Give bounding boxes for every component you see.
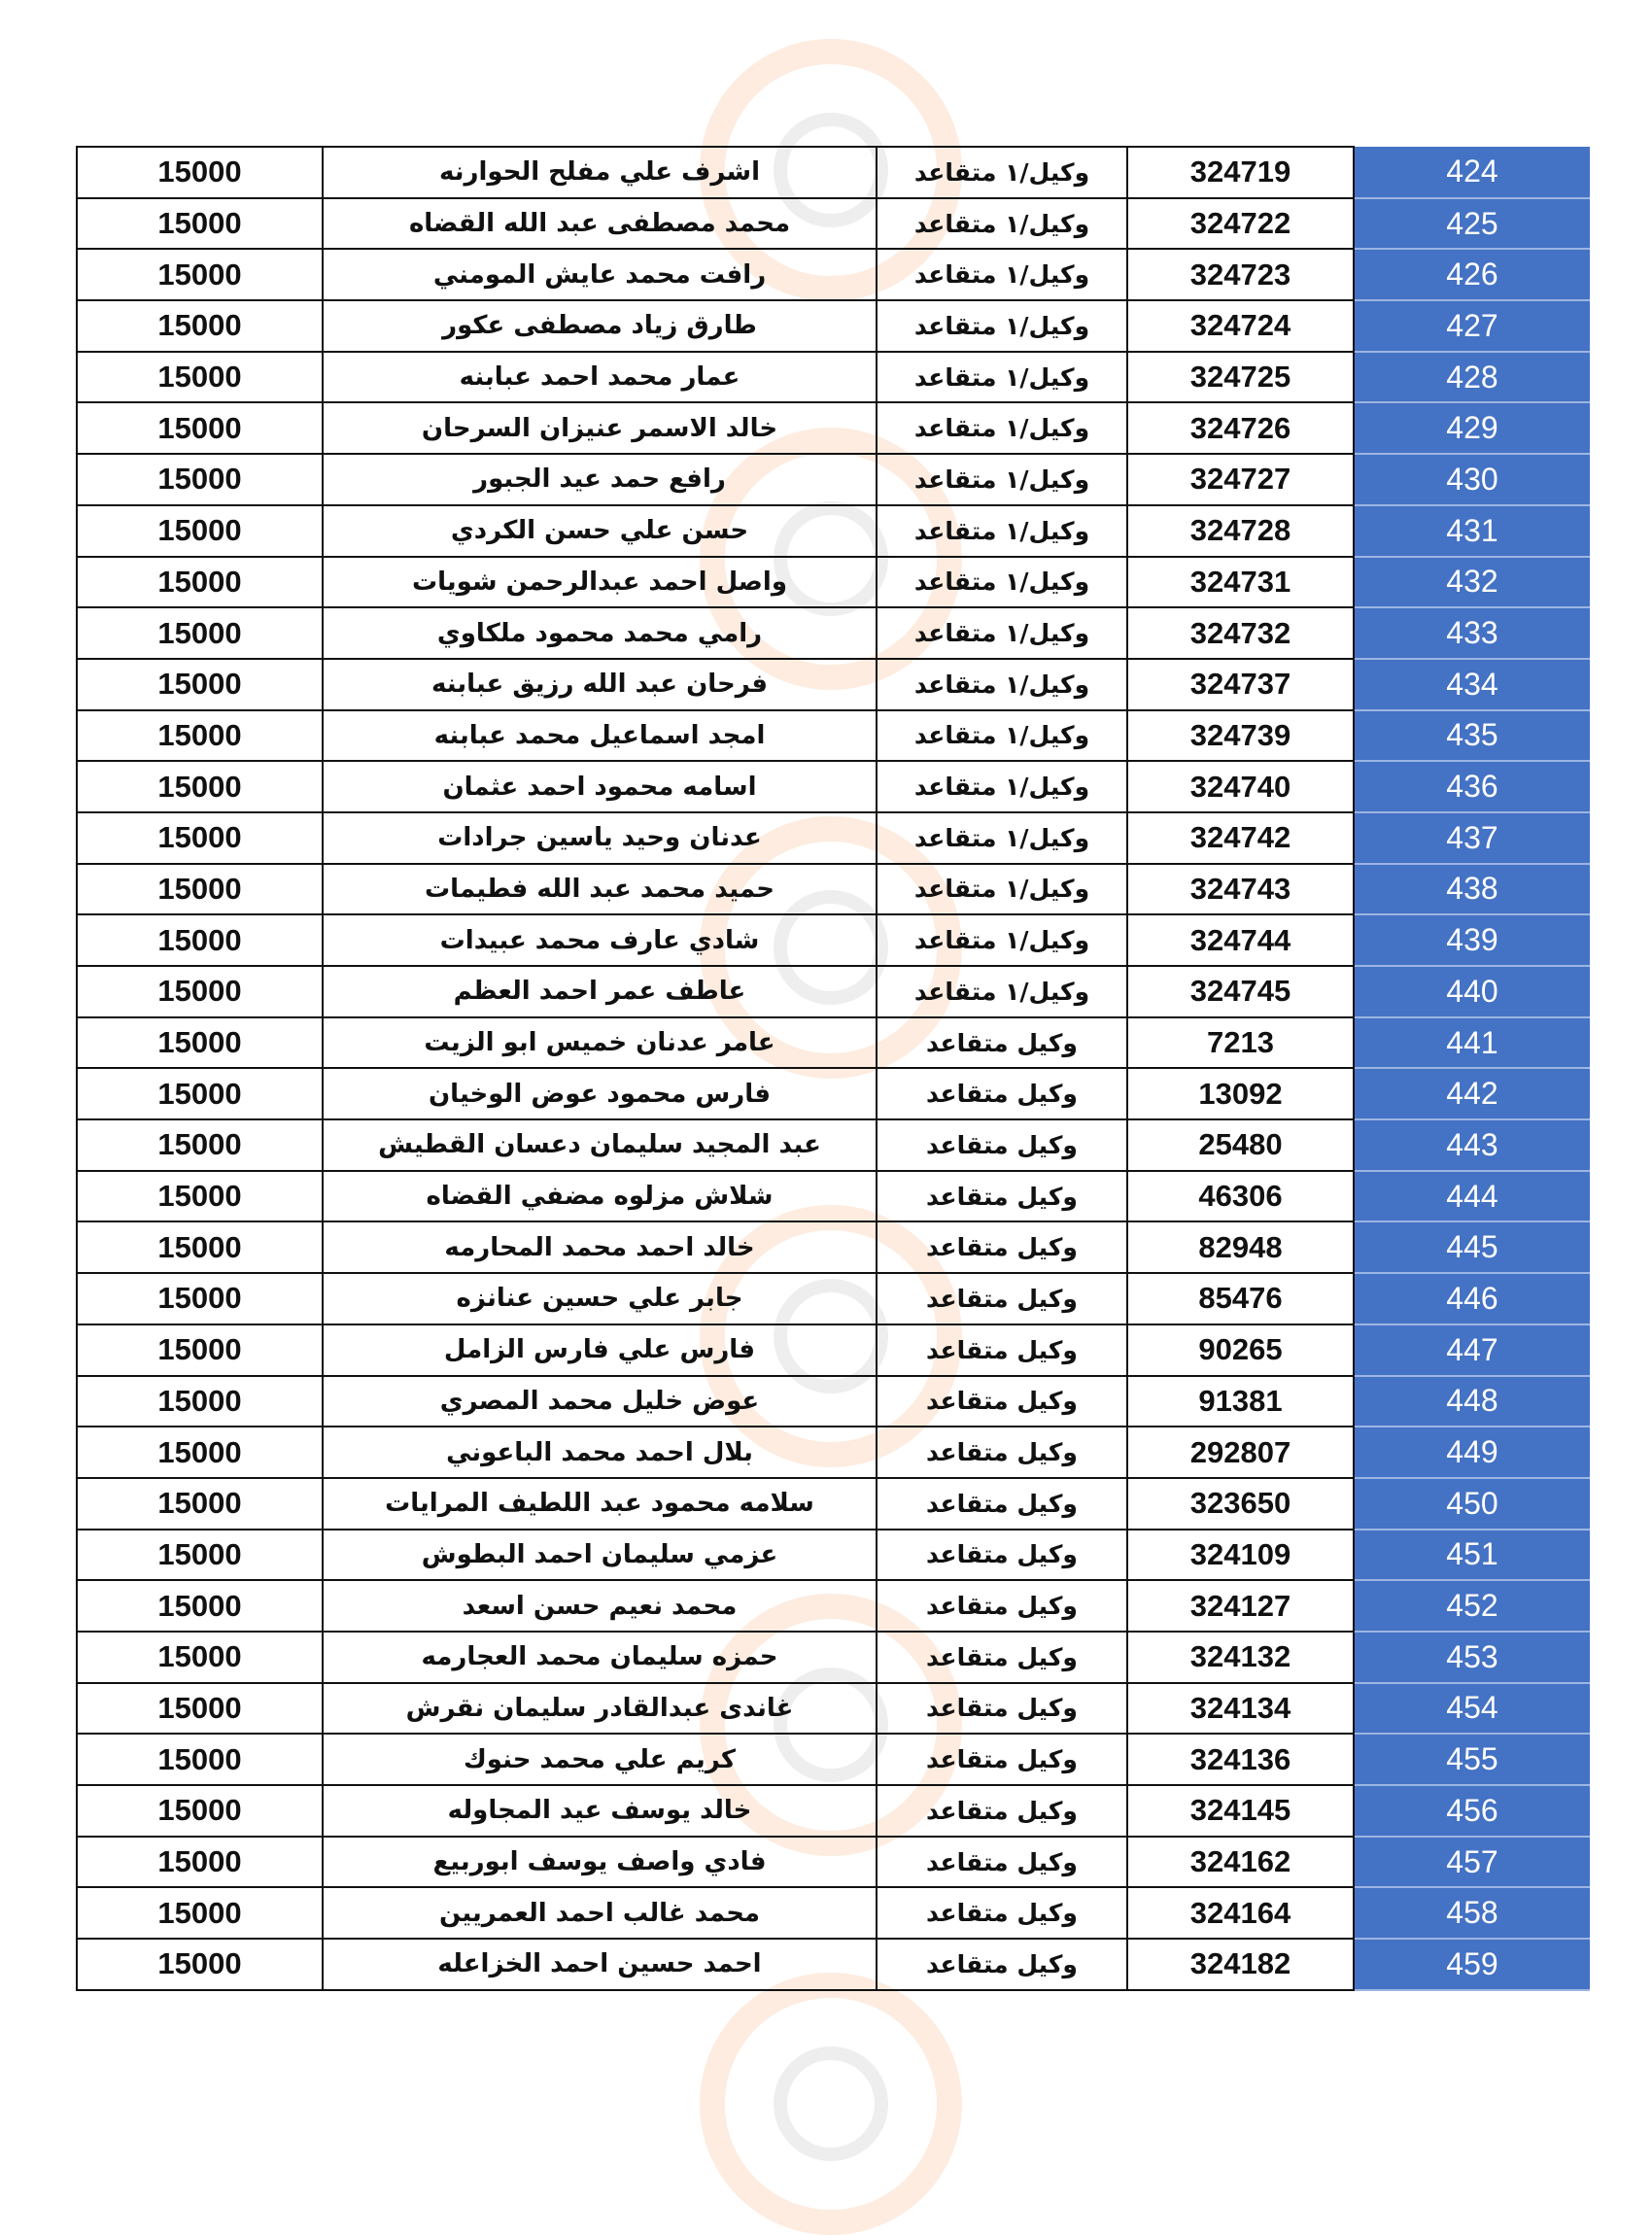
table-row xyxy=(77,1427,1590,1478)
rank-cell: وكيل/١ متقاعد xyxy=(877,505,1127,557)
id-number-cell: 324740 xyxy=(1127,761,1354,812)
rank-cell: وكيل/١ متقاعد xyxy=(877,402,1127,454)
amount-cell: 15000 xyxy=(77,454,323,505)
name-cell: حسن علي حسن الكردي xyxy=(323,505,877,557)
table-row xyxy=(77,1171,1590,1222)
table-row xyxy=(77,966,1590,1017)
rank-cell: وكيل/١ متقاعد xyxy=(877,659,1127,710)
row-number-cell: 457 xyxy=(1354,1837,1590,1888)
amount-cell: 15000 xyxy=(77,659,323,710)
row-number-cell: 427 xyxy=(1354,300,1590,352)
row-number-cell: 454 xyxy=(1354,1683,1590,1735)
row-number-cell: 429 xyxy=(1354,402,1590,454)
amount-cell: 15000 xyxy=(77,1273,323,1324)
id-number-cell: 324744 xyxy=(1127,914,1354,966)
rank-cell: وكيل متقاعد xyxy=(877,1376,1127,1427)
name-cell: رافع حمد عيد الجبور xyxy=(323,454,877,505)
name-cell: محمد غالب احمد العمريين xyxy=(323,1887,877,1939)
rank-cell: وكيل/١ متقاعد xyxy=(877,966,1127,1017)
id-number-cell: 13092 xyxy=(1127,1068,1354,1119)
amount-cell: 15000 xyxy=(77,1376,323,1427)
amount-cell: 15000 xyxy=(77,402,323,454)
amount-cell: 15000 xyxy=(77,1068,323,1119)
id-number-cell: 324723 xyxy=(1127,249,1354,300)
name-cell: اشرف علي مفلح الحوارنه xyxy=(323,147,877,198)
name-cell: شادي عارف محمد عبيدات xyxy=(323,914,877,966)
row-number-cell: 432 xyxy=(1354,557,1590,608)
amount-cell: 15000 xyxy=(77,812,323,864)
table-row xyxy=(77,300,1590,352)
table-row xyxy=(77,1221,1590,1273)
rank-cell: وكيل/١ متقاعد xyxy=(877,198,1127,250)
row-number-cell: 448 xyxy=(1354,1376,1590,1427)
table-row xyxy=(77,1478,1590,1530)
id-number-cell: 324737 xyxy=(1127,659,1354,710)
table-row xyxy=(77,659,1590,710)
name-cell: عزمي سليمان احمد البطوش xyxy=(323,1530,877,1581)
name-cell: عاطف عمر احمد العظم xyxy=(323,966,877,1017)
id-number-cell: 324725 xyxy=(1127,352,1354,403)
amount-cell: 15000 xyxy=(77,1837,323,1888)
name-cell: فادي واصف يوسف ابوربيع xyxy=(323,1837,877,1888)
row-number-cell: 435 xyxy=(1354,710,1590,762)
rank-cell: وكيل/١ متقاعد xyxy=(877,300,1127,352)
table-row xyxy=(77,1785,1590,1837)
amount-cell: 15000 xyxy=(77,1785,323,1837)
row-number-cell: 445 xyxy=(1354,1221,1590,1273)
id-number-cell: 324732 xyxy=(1127,607,1354,659)
amount-cell: 15000 xyxy=(77,710,323,762)
id-number-cell: 324743 xyxy=(1127,864,1354,915)
name-cell: خالد احمد محمد المحارمه xyxy=(323,1221,877,1273)
amount-cell: 15000 xyxy=(77,1734,323,1785)
rank-cell: وكيل/١ متقاعد xyxy=(877,352,1127,403)
amount-cell: 15000 xyxy=(77,1171,323,1222)
name-cell: فرحان عبد الله رزيق عبابنه xyxy=(323,659,877,710)
row-number-cell: 447 xyxy=(1354,1324,1590,1376)
id-number-cell: 324164 xyxy=(1127,1887,1354,1939)
rank-cell: وكيل/١ متقاعد xyxy=(877,607,1127,659)
id-number-cell: 7213 xyxy=(1127,1017,1354,1069)
name-cell: فارس علي فارس الزامل xyxy=(323,1324,877,1376)
table-row xyxy=(77,1530,1590,1581)
row-number-cell: 434 xyxy=(1354,659,1590,710)
beneficiaries-table xyxy=(76,146,1590,1991)
row-number-cell: 451 xyxy=(1354,1530,1590,1581)
row-number-cell: 433 xyxy=(1354,607,1590,659)
id-number-cell: 324731 xyxy=(1127,557,1354,608)
row-number-cell: 456 xyxy=(1354,1785,1590,1837)
rank-cell: وكيل متقاعد xyxy=(877,1887,1127,1939)
name-cell: اسامه محمود احمد عثمان xyxy=(323,761,877,812)
row-number-cell: 459 xyxy=(1354,1939,1590,1990)
name-cell: احمد حسين احمد الخزاعله xyxy=(323,1939,877,1990)
row-number-cell: 426 xyxy=(1354,249,1590,300)
table-row xyxy=(77,761,1590,812)
table-row xyxy=(77,1580,1590,1632)
row-number-cell: 441 xyxy=(1354,1017,1590,1069)
rank-cell: وكيل/١ متقاعد xyxy=(877,812,1127,864)
row-number-cell: 431 xyxy=(1354,505,1590,557)
row-number-cell: 438 xyxy=(1354,864,1590,915)
name-cell: جابر علي حسين عنانزه xyxy=(323,1273,877,1324)
table-row xyxy=(77,914,1590,966)
id-number-cell: 324727 xyxy=(1127,454,1354,505)
amount-cell: 15000 xyxy=(77,147,323,198)
name-cell: عدنان وحيد ياسين جرادات xyxy=(323,812,877,864)
amount-cell: 15000 xyxy=(77,1324,323,1376)
amount-cell: 15000 xyxy=(77,300,323,352)
rank-cell: وكيل/١ متقاعد xyxy=(877,557,1127,608)
table-row xyxy=(77,1017,1590,1069)
id-number-cell: 324719 xyxy=(1127,147,1354,198)
name-cell: عبد المجيد سليمان دعسان القطيش xyxy=(323,1119,877,1171)
id-number-cell: 324745 xyxy=(1127,966,1354,1017)
id-number-cell: 46306 xyxy=(1127,1171,1354,1222)
row-number-cell: 430 xyxy=(1354,454,1590,505)
rank-cell: وكيل متقاعد xyxy=(877,1837,1127,1888)
row-number-cell: 449 xyxy=(1354,1427,1590,1478)
name-cell: طارق زياد مصطفى عكور xyxy=(323,300,877,352)
table-row xyxy=(77,1632,1590,1683)
row-number-cell: 444 xyxy=(1354,1171,1590,1222)
name-cell: محمد نعيم حسن اسعد xyxy=(323,1580,877,1632)
id-number-cell: 292807 xyxy=(1127,1427,1354,1478)
amount-cell: 15000 xyxy=(77,1017,323,1069)
name-cell: بلال احمد محمد الباعوني xyxy=(323,1427,877,1478)
amount-cell: 15000 xyxy=(77,1580,323,1632)
amount-cell: 15000 xyxy=(77,607,323,659)
id-number-cell: 324109 xyxy=(1127,1530,1354,1581)
name-cell: امجد اسماعيل محمد عبابنه xyxy=(323,710,877,762)
name-cell: خالد الاسمر عنيزان السرحان xyxy=(323,402,877,454)
row-number-cell: 455 xyxy=(1354,1734,1590,1785)
id-number-cell: 324726 xyxy=(1127,402,1354,454)
amount-cell: 15000 xyxy=(77,1427,323,1478)
table-row xyxy=(77,505,1590,557)
table-row xyxy=(77,1837,1590,1888)
table-row xyxy=(77,454,1590,505)
table-row xyxy=(77,1324,1590,1376)
table-row xyxy=(77,352,1590,403)
name-cell: سلامه محمود عبد اللطيف المرايات xyxy=(323,1478,877,1530)
amount-cell: 15000 xyxy=(77,1221,323,1273)
id-number-cell: 324162 xyxy=(1127,1837,1354,1888)
id-number-cell: 324739 xyxy=(1127,710,1354,762)
row-number-cell: 424 xyxy=(1354,147,1590,198)
amount-cell: 15000 xyxy=(77,1632,323,1683)
rank-cell: وكيل متقاعد xyxy=(877,1427,1127,1478)
id-number-cell: 90265 xyxy=(1127,1324,1354,1376)
id-number-cell: 25480 xyxy=(1127,1119,1354,1171)
table-row xyxy=(77,607,1590,659)
rank-cell: وكيل متقاعد xyxy=(877,1273,1127,1324)
id-number-cell: 324127 xyxy=(1127,1580,1354,1632)
table-row xyxy=(77,198,1590,250)
rank-cell: وكيل متقاعد xyxy=(877,1939,1127,1990)
amount-cell: 15000 xyxy=(77,1939,323,1990)
name-cell: حمزه سليمان محمد العجارمه xyxy=(323,1632,877,1683)
rank-cell: وكيل متقاعد xyxy=(877,1530,1127,1581)
name-cell: غاندى عبدالقادر سليمان نقرش xyxy=(323,1683,877,1735)
id-number-cell: 324134 xyxy=(1127,1683,1354,1735)
name-cell: رامي محمد محمود ملكاوي xyxy=(323,607,877,659)
table-row xyxy=(77,147,1590,198)
name-cell: عامر عدنان خميس ابو الزيت xyxy=(323,1017,877,1069)
table-row xyxy=(77,1683,1590,1735)
rank-cell: وكيل متقاعد xyxy=(877,1683,1127,1735)
amount-cell: 15000 xyxy=(77,249,323,300)
rank-cell: وكيل متقاعد xyxy=(877,1785,1127,1837)
rank-cell: وكيل/١ متقاعد xyxy=(877,914,1127,966)
name-cell: خالد يوسف عيد المجاوله xyxy=(323,1785,877,1837)
rank-cell: وكيل متقاعد xyxy=(877,1119,1127,1171)
amount-cell: 15000 xyxy=(77,352,323,403)
amount-cell: 15000 xyxy=(77,864,323,915)
rank-cell: وكيل متقاعد xyxy=(877,1478,1127,1530)
amount-cell: 15000 xyxy=(77,1119,323,1171)
name-cell: رافت محمد عايش المومني xyxy=(323,249,877,300)
id-number-cell: 324724 xyxy=(1127,300,1354,352)
amount-cell: 15000 xyxy=(77,1478,323,1530)
amount-cell: 15000 xyxy=(77,1530,323,1581)
row-number-cell: 453 xyxy=(1354,1632,1590,1683)
name-cell: محمد مصطفى عبد الله القضاه xyxy=(323,198,877,250)
rank-cell: وكيل/١ متقاعد xyxy=(877,147,1127,198)
table-row xyxy=(77,557,1590,608)
rank-cell: وكيل متقاعد xyxy=(877,1580,1127,1632)
amount-cell: 15000 xyxy=(77,1887,323,1939)
row-number-cell: 458 xyxy=(1354,1887,1590,1939)
id-number-cell: 324136 xyxy=(1127,1734,1354,1785)
id-number-cell: 324742 xyxy=(1127,812,1354,864)
amount-cell: 15000 xyxy=(77,761,323,812)
rank-cell: وكيل/١ متقاعد xyxy=(877,761,1127,812)
table-row xyxy=(77,1376,1590,1427)
name-cell: عوض خليل محمد المصري xyxy=(323,1376,877,1427)
watermark-clock-logo xyxy=(700,1973,962,2235)
id-number-cell: 324145 xyxy=(1127,1785,1354,1837)
name-cell: شلاش مزلوه مضفي القضاه xyxy=(323,1171,877,1222)
row-number-cell: 450 xyxy=(1354,1478,1590,1530)
row-number-cell: 443 xyxy=(1354,1119,1590,1171)
table-row xyxy=(77,1939,1590,1990)
id-number-cell: 324728 xyxy=(1127,505,1354,557)
rank-cell: وكيل/١ متقاعد xyxy=(877,249,1127,300)
name-cell: فارس محمود عوض الوخيان xyxy=(323,1068,877,1119)
row-number-cell: 440 xyxy=(1354,966,1590,1017)
rank-cell: وكيل/١ متقاعد xyxy=(877,710,1127,762)
id-number-cell: 91381 xyxy=(1127,1376,1354,1427)
amount-cell: 15000 xyxy=(77,505,323,557)
table-body xyxy=(77,147,1590,1990)
rank-cell: وكيل متقاعد xyxy=(877,1324,1127,1376)
id-number-cell: 324132 xyxy=(1127,1632,1354,1683)
row-number-cell: 428 xyxy=(1354,352,1590,403)
table-row xyxy=(77,1734,1590,1785)
table-row xyxy=(77,710,1590,762)
table-row xyxy=(77,1068,1590,1119)
table-row xyxy=(77,402,1590,454)
name-cell: واصل احمد عبدالرحمن شويات xyxy=(323,557,877,608)
rank-cell: وكيل/١ متقاعد xyxy=(877,454,1127,505)
rank-cell: وكيل متقاعد xyxy=(877,1171,1127,1222)
table-row xyxy=(77,1887,1590,1939)
id-number-cell: 324722 xyxy=(1127,198,1354,250)
row-number-cell: 436 xyxy=(1354,761,1590,812)
rank-cell: وكيل متقاعد xyxy=(877,1221,1127,1273)
table-row xyxy=(77,249,1590,300)
row-number-cell: 437 xyxy=(1354,812,1590,864)
rank-cell: وكيل متقاعد xyxy=(877,1632,1127,1683)
rank-cell: وكيل متقاعد xyxy=(877,1017,1127,1069)
rank-cell: وكيل متقاعد xyxy=(877,1734,1127,1785)
table-row xyxy=(77,812,1590,864)
amount-cell: 15000 xyxy=(77,557,323,608)
id-number-cell: 323650 xyxy=(1127,1478,1354,1530)
row-number-cell: 439 xyxy=(1354,914,1590,966)
amount-cell: 15000 xyxy=(77,1683,323,1735)
name-cell: حميد محمد عبد الله فطيمات xyxy=(323,864,877,915)
row-number-cell: 425 xyxy=(1354,198,1590,250)
row-number-cell: 446 xyxy=(1354,1273,1590,1324)
row-number-cell: 442 xyxy=(1354,1068,1590,1119)
rank-cell: وكيل متقاعد xyxy=(877,1068,1127,1119)
table-row xyxy=(77,864,1590,915)
name-cell: كريم علي محمد حنوك xyxy=(323,1734,877,1785)
id-number-cell: 82948 xyxy=(1127,1221,1354,1273)
name-cell: عمار محمد احمد عبابنه xyxy=(323,352,877,403)
table-row xyxy=(77,1119,1590,1171)
amount-cell: 15000 xyxy=(77,966,323,1017)
table-row xyxy=(77,1273,1590,1324)
id-number-cell: 85476 xyxy=(1127,1273,1354,1324)
id-number-cell: 324182 xyxy=(1127,1939,1354,1990)
amount-cell: 15000 xyxy=(77,198,323,250)
row-number-cell: 452 xyxy=(1354,1580,1590,1632)
amount-cell: 15000 xyxy=(77,914,323,966)
rank-cell: وكيل/١ متقاعد xyxy=(877,864,1127,915)
